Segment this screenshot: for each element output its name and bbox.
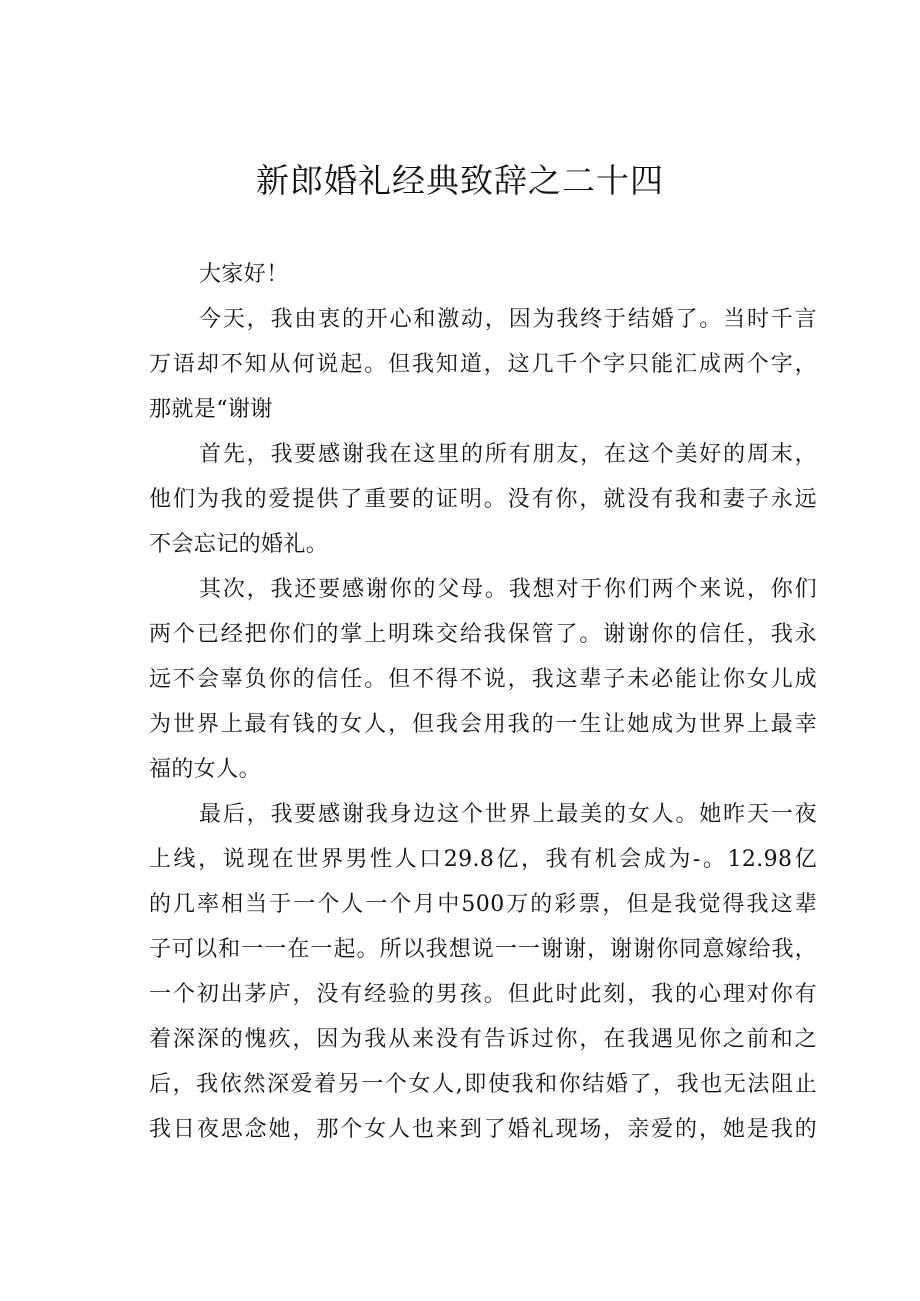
document-body [149, 252, 817, 1152]
paragraph-line: 着深深的愧疚，因为我从来没有告诉过你，在我遇见你之前和之 [149, 1027, 817, 1052]
paragraph-line: 其次，我还要感谢你的父母。我想对于你们两个来说，你们 [199, 577, 817, 602]
document-title: 新郎婚礼经典致辞之二十四 [256, 161, 664, 200]
paragraph-line: 两个已经把你们的掌上明珠交给我保管了。谢谢你的信任，我永 [149, 622, 817, 647]
paragraph-line: 首先，我要感谢我在这里的所有朋友，在这个美好的周末， [199, 442, 817, 467]
paragraph-line: 大家好！ [199, 262, 289, 287]
paragraph-line: 远不会辜负你的信任。但不得不说，我这辈子未必能让你女儿成 [149, 667, 817, 692]
paragraph-line: 一个初出茅庐，没有经验的男孩。但此时此刻，我的心理对你有 [149, 982, 817, 1007]
paragraph-line: 不会忘记的婚礼。 [149, 532, 329, 557]
paragraph-line: 后，我依然深爱着另一个女人,即使我和你结婚了，我也无法阻止 [149, 1072, 817, 1097]
paragraph-line: 子可以和一一在一起。所以我想说一一谢谢，谢谢你同意嫁给我， [149, 937, 817, 962]
paragraph-line: 最后，我要感谢我身边这个世界上最美的女人。她昨天一夜 [199, 802, 817, 827]
paragraph-line: 的几率相当于一个人一个月中500万的彩票，但是我觉得我这辈 [149, 892, 817, 917]
paragraph-line: 他们为我的爱提供了重要的证明。没有你，就没有我和妻子永远 [149, 487, 817, 512]
paragraph-line: 福的女人。 [149, 757, 262, 782]
paragraph-line: 为世界上最有钱的女人，但我会用我的一生让她成为世界上最幸 [149, 712, 817, 737]
paragraph-line: 上线，说现在世界男性人口29.8亿，我有机会成为-。12.98亿 [149, 847, 817, 872]
paragraph-line: 那就是“谢谢 [149, 397, 273, 422]
paragraph-line: 今天，我由衷的开心和激动，因为我终于结婚了。当时千言 [199, 307, 817, 332]
paragraph-line: 我日夜思念她，那个女人也来到了婚礼现场，亲爱的，她是我的 [149, 1117, 817, 1142]
paragraph-line: 万语却不知从何说起。但我知道，这几千个字只能汇成两个字， [149, 352, 817, 377]
